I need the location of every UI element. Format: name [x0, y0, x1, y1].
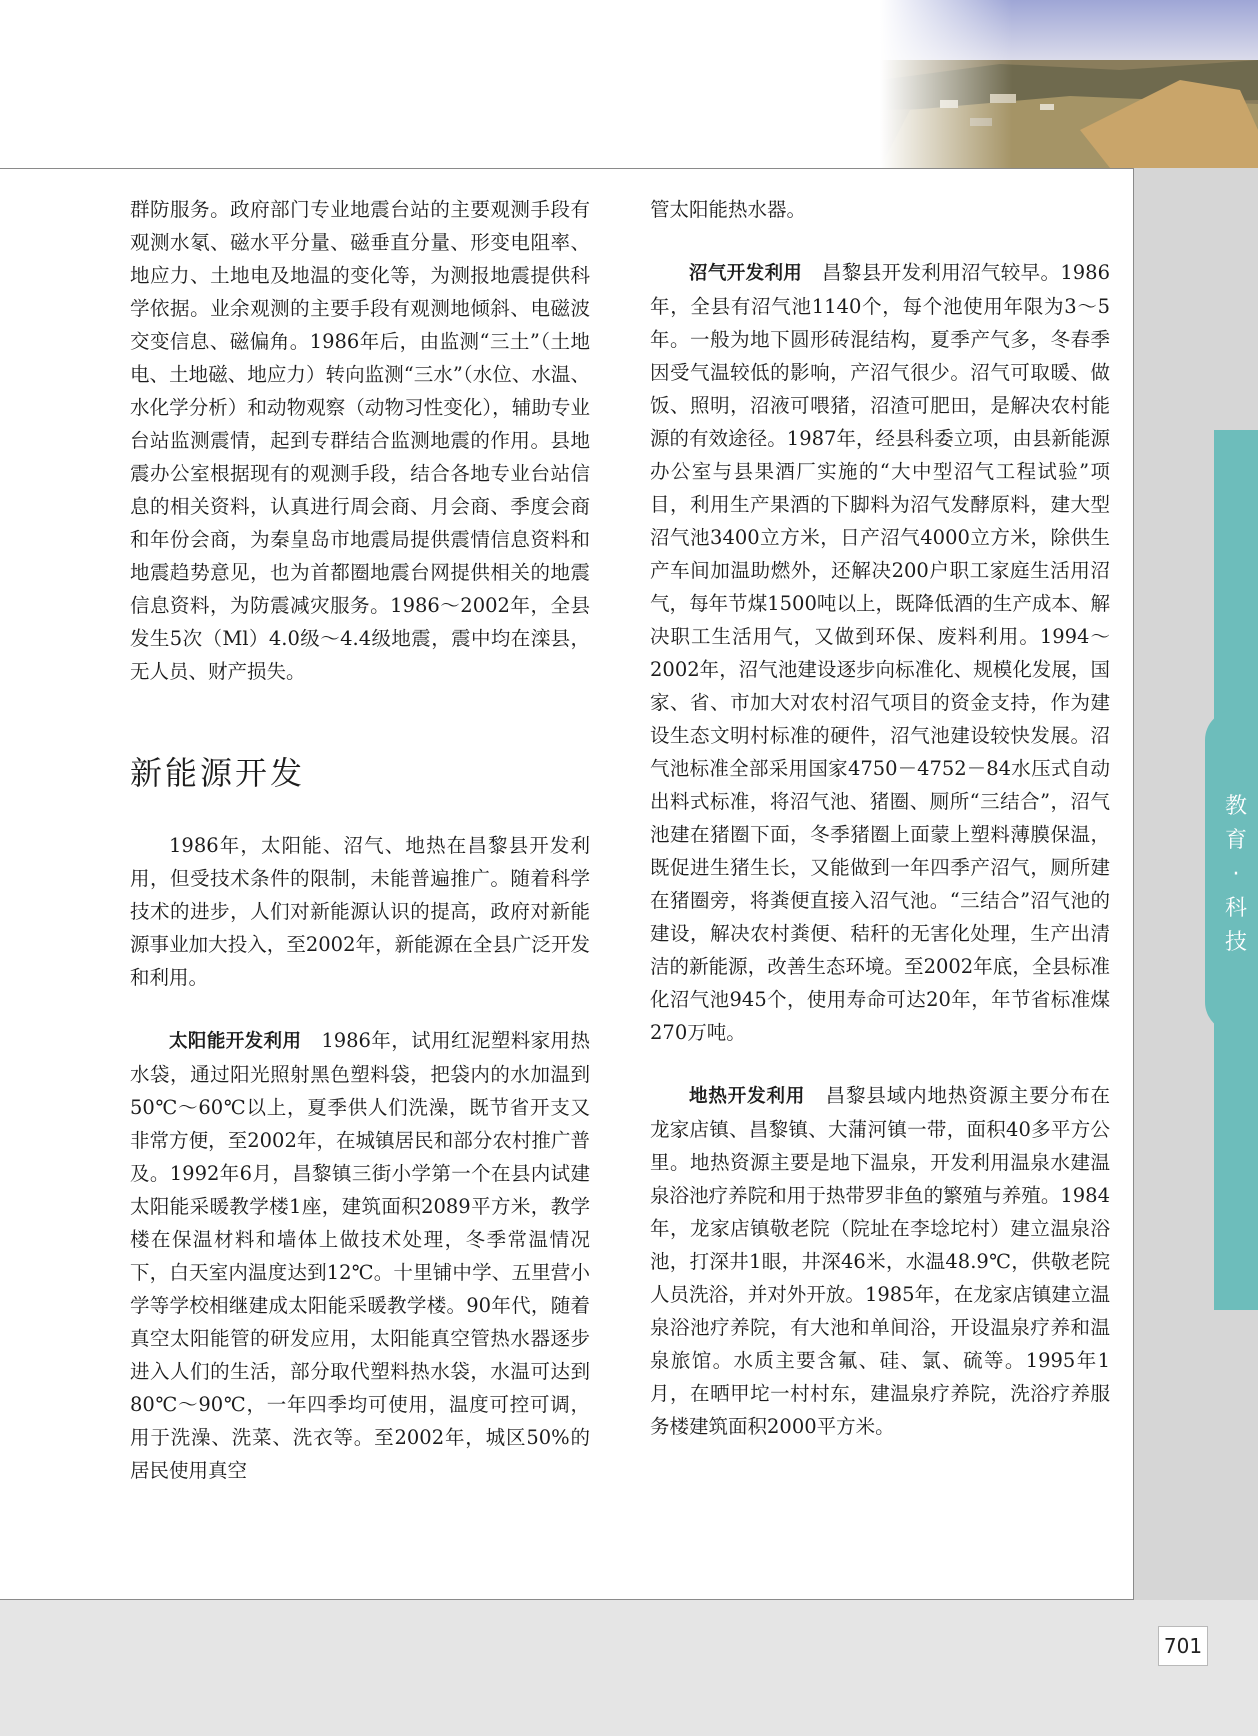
- side-label-char: 育: [1224, 828, 1247, 853]
- run-in-heading-solar: 太阳能开发利用: [169, 1031, 302, 1052]
- bottom-margin-band: [0, 1600, 1258, 1736]
- paragraph-new-energy-intro: 1986年，太阳能、沼气、地热在昌黎县开发利用，但受技术条件的限制，未能普遍推广。随着科学技术的进步，人们对新能源认识的提高，政府对新能源事业加大投入，至2002年，新能源在全县广泛开发和利用。: [130, 834, 590, 989]
- paragraph-geothermal-text: 昌黎县域内地热资源主要分布在龙家店镇、昌黎镇、大蒲河镇一带，面积40多平方公里。地热资源主要是地下温泉，开发利用温泉水建温泉浴池疗养院和用于热带罗非鱼的繁殖与养殖。1984年，龙家店镇敬老院（院址在李埝坨村）建立温泉浴池，打深井1眼，井深46米，水温48.9℃，供敬老院人员洗浴，并对外开放。1985年，在龙家店镇建立温泉浴池疗养院，有大池和单间浴，开设温泉疗养和温泉旅馆。水质主要含氟、硅、氯、硫等。1995年1月，在晒甲坨一村村东，建温泉疗养院，洗浴疗养服务楼建筑面积2000平方米。: [650, 1084, 1110, 1438]
- paragraph-solar-energy: [130, 1024, 590, 1487]
- page-number: 701: [1158, 1626, 1208, 1666]
- left-text-column: [130, 193, 590, 1487]
- side-label-char: 技: [1224, 930, 1247, 955]
- side-label-char: ·: [1232, 862, 1240, 887]
- run-in-heading-biogas: 沼气开发利用: [689, 263, 803, 284]
- run-in-heading-geothermal: 地热开发利用: [689, 1086, 806, 1107]
- paragraph-solar-text: 1986年，试用红泥塑料家用热水袋，通过阳光照射黑色塑料袋，把袋内的水加温到50℃～60℃以上，夏季供人们洗澡，既节省开支又非常方便，至2002年，在城镇居民和部分农村推广普及。1992年6月，昌黎镇三街小学第一个在县内试建太阳能采暖教学楼1座，建筑面积2089平方米，教学楼在保温材料和墙体上做技术处理，冬季常温情况下，白天室内温度达到12℃。十里铺中学、五里营小学等学校相继建成太阳能采暖教学楼。90年代，随着真空太阳能管的研发应用，太阳能真空管热水器逐步进入人们的生活，部分取代塑料热水袋，水温可达到80℃～90℃，一年四季均可使用，温度可控可调，用于洗澡、洗菜、洗衣等。至2002年，城区50%的居民使用真空: [130, 1029, 590, 1482]
- paragraph-geothermal: [650, 1079, 1110, 1443]
- section-heading-new-energy: 新能源开发: [130, 754, 306, 792]
- paragraph-solar-continued: 管太阳能热水器。: [650, 198, 807, 221]
- header-landscape-photo: [880, 0, 1258, 168]
- paragraph-biogas: [650, 256, 1110, 1049]
- section-side-label: [1214, 790, 1258, 960]
- paragraph-biogas-text: 昌黎县开发利用沼气较早。1986年，全县有沼气池1140个，每个池使用年限为3～5年。一般为地下圆形砖混结构，夏季产气多，冬春季因受气温较低的影响，产沼气很少。沼气可取暖、做饭、照明，沼液可喂猪，沼渣可肥田，是解决农村能源的有效途径。1987年，经县科委立项，由县新能源办公室与县果酒厂实施的“大中型沼气工程试验”项目，利用生产果酒的下脚料为沼气发酵原料，建大型沼气池3400立方米，日产沼气4000立方米，除供生产车间加温助燃外，还解决200户职工家庭生活用沼气，每年节煤1500吨以上，既降低酒的生产成本、解决职工生活用气，又做到环保、废料利用。1994～2002年，沼气池建设逐步向标准化、规模化发展，国家、省、市加大对农村沼气项目的资金支持，作为建设生态文明村标准的硬件，沼气池建设较快发展。沼气池标准全部采用国家4750－4752－84水压式自动出料式标准，将沼气池、猪圈、厕所“三结合”，沼气池建在猪圈下面，冬季猪圈上面蒙上塑料薄膜保温，既促进生猪生长，又能做到一年四季产沼气，厕所建在猪圈旁，将粪便直接入沼气池。“三结合”沼气池的建设，解决农村粪便、秸秆的无害化处理，生产出清洁的新能源，改善生态环境。至2002年底，全县标准化沼气池945个，使用寿命可达20年，年节省标准煤270万吨。: [650, 261, 1110, 1044]
- side-label-char: 教: [1224, 794, 1247, 819]
- paragraph-earthquake-monitoring: 群防服务。政府部门专业地震台站的主要观测手段有观测水氡、磁水平分量、磁垂直分量、形变电阻率、地应力、土地电及地温的变化等，为测报地震提供科学依据。业余观测的主要手段有观测地倾斜、电磁波交变信息、磁偏角。1986年后，由监测“三土”（土地电、土地磁、地应力）转向监测“三水”（水位、水温、水化学分析）和动物观察（动物习性变化），辅助专业台站监测震情，起到专群结合监测地震的作用。县地震办公室根据现有的观测手段，结合各地专业台站信息的相关资料，认真进行周会商、月会商、季度会商和年份会商，为秦皇岛市地震局提供震情信息资料和地震趋势意见，也为首都圈地震台网提供相关的地震信息资料，为防震减灾服务。1986～2002年，全县发生5次（Ml）4.0级～4.4级地震，震中均在滦县，无人员、财产损失。: [130, 198, 590, 683]
- side-label-char: 科: [1224, 896, 1247, 921]
- right-text-column: [650, 193, 1110, 1443]
